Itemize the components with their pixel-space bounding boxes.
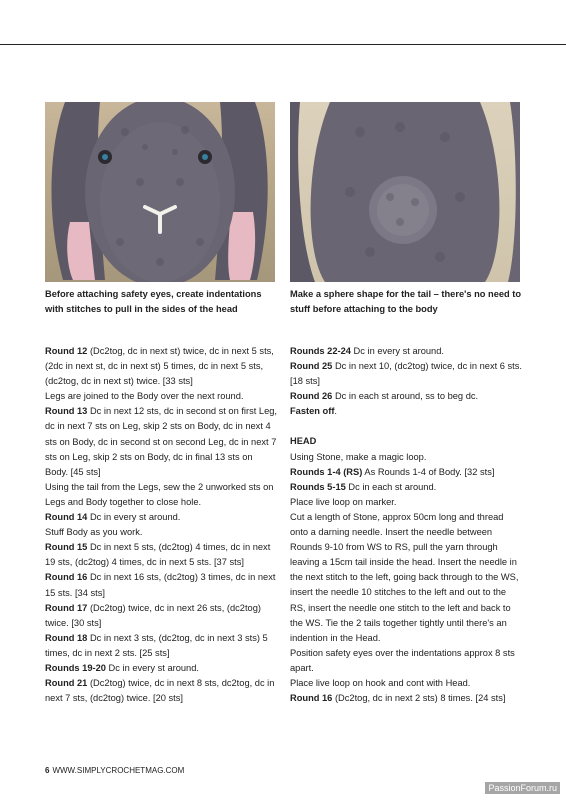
round-label: Round 17 — [45, 602, 88, 613]
section-heading-head: HEAD — [290, 436, 317, 447]
instruction-paragraph — [290, 495, 522, 510]
instruction-text: Dc in each st around. — [345, 481, 437, 492]
instruction-text: Dc in next 12 sts, dc in second st on first Leg, dc in next 7 sts on Leg, skip 2 sts on Body, dc in next 4 sts on Body, dc in second st on second Leg, dc in next 7 sts on Leg, skip 2 sts on Body, dc in final 13 sts on Body. [45 sts] — [45, 406, 278, 477]
round-label: Round 15 — [45, 542, 88, 553]
instruction-paragraph — [45, 404, 277, 479]
instruction-paragraph — [45, 601, 277, 631]
round-label: Rounds 19-20 — [45, 662, 106, 673]
bunny-tail-photo — [290, 102, 520, 282]
round-label: Rounds 22-24 — [290, 346, 351, 356]
instruction-paragraph — [290, 646, 522, 676]
instruction-text: Position safety eyes over the indentations approx 8 sts apart. — [290, 647, 515, 673]
round-label: Rounds 5-15 — [290, 481, 346, 492]
round-label: Round 26 — [290, 391, 333, 402]
instruction-paragraph — [290, 465, 522, 480]
instruction-text: (Dc2tog) twice, dc in next 26 sts, (dc2tog) twice. [30 sts] — [45, 602, 261, 628]
photo-caption-left: Before attaching safety eyes, create indentations with stitches to pull in the sides of the head — [45, 289, 262, 314]
instruction-text: Dc in next 16 sts, (dc2tog) 3 times, dc in next 15 sts. [34 sts] — [45, 572, 276, 598]
round-label: Round 18 — [45, 632, 88, 643]
round-label: Round 25 — [290, 361, 333, 372]
top-rule — [0, 44, 566, 45]
instruction-text: Dc in each st around, ss to beg dc. — [332, 391, 479, 402]
head-instructions — [290, 450, 522, 707]
bunny-head-illustration — [45, 102, 275, 282]
instruction-paragraph — [290, 480, 522, 495]
round-label: Round 12 — [45, 346, 88, 356]
instruction-paragraph — [290, 404, 522, 419]
instruction-paragraph — [45, 631, 277, 661]
instruction-paragraph — [45, 540, 277, 570]
instruction-text: Dc in next 3 sts, (dc2tog, dc in next 3 sts) 5 times, dc in next 2 sts. [25 sts] — [45, 632, 268, 658]
round-label: Rounds 1-4 (RS) — [290, 466, 363, 477]
round-label: Round 14 — [45, 512, 88, 523]
instruction-text: Place live loop on hook and cont with Head. — [290, 677, 471, 688]
instruction-text: Place live loop on marker. — [290, 496, 397, 507]
instruction-paragraph — [290, 389, 522, 404]
instruction-paragraph — [45, 510, 277, 525]
round-label: Fasten off — [290, 406, 335, 417]
bunny-tail-illustration — [290, 102, 520, 282]
round-label: Round 16 — [45, 572, 88, 583]
instruction-paragraph — [290, 344, 522, 359]
instruction-text: (Dc2tog) twice, dc in next 8 sts, dc2tog, dc in next 7 sts, (dc2tog) twice. [20 sts] — [45, 678, 275, 704]
page-number: 6 — [45, 766, 50, 775]
instruction-text: Using Stone, make a magic loop. — [290, 451, 427, 462]
photo-caption-right: Make a sphere shape for the tail – there's no need to stuff before attaching to the body — [290, 289, 522, 314]
instruction-text: Legs are joined to the Body over the next round. — [45, 391, 244, 402]
instruction-paragraph — [290, 676, 522, 691]
instruction-paragraph — [45, 389, 277, 404]
instruction-text: Dc in next 5 sts, (dc2tog) 4 times, dc in next 19 sts, (dc2tog) 4 times, dc in next 5 sts. [37 sts] — [45, 542, 271, 568]
instruction-text: Stuff Body as you work. — [45, 527, 143, 538]
instruction-text: Dc in every st around. — [350, 346, 444, 356]
instruction-paragraph — [290, 359, 522, 389]
instruction-paragraph — [45, 661, 277, 676]
instruction-text: As Rounds 1-4 of Body. [32 sts] — [362, 466, 495, 477]
instruction-paragraph — [290, 691, 522, 706]
instruction-paragraph — [45, 570, 277, 600]
round-label: Round 21 — [45, 678, 88, 689]
instruction-text: (Dc2tog, dc in next st) twice, dc in next 5 sts, (2dc in next st, dc in next st) 5 times, dc in next 5 sts, (dc2tog, dc in next st) twice. [33 sts] — [45, 346, 274, 387]
instruction-text: Using the tail from the Legs, sew the 2 unworked sts on Legs and Body together to close hole. — [45, 481, 274, 507]
watermark: PassionForum.ru — [485, 782, 560, 794]
instruction-text: Cut a length of Stone, approx 50cm long and thread onto a darning needle. Insert the needle between Rounds 9-10 from WS to RS, pull the yarn through leaving a 15cm tail inside the head. Insert the needle in the next stitch to the left, going back through to the WS, insert the needle 10 stitches to the left and out to the RS, insert the needle one stitch to the left and back to the WS. Tie the 2 tails together tightly until there's an indention in the Head. — [290, 511, 519, 643]
body-rounds-continued — [290, 344, 522, 419]
instruction-text: Dc in every st around. — [87, 512, 181, 523]
bunny-head-photo — [45, 102, 275, 282]
instruction-paragraph — [45, 344, 277, 389]
round-label: Round 13 — [45, 406, 88, 417]
instruction-paragraph — [45, 676, 277, 706]
instruction-paragraph — [45, 525, 277, 540]
instruction-text: Dc in every st around. — [105, 662, 199, 673]
instruction-text: . — [334, 406, 338, 417]
instruction-paragraph — [290, 510, 522, 646]
instruction-text: Dc in next 10, (dc2tog) twice, dc in next 6 sts. [18 sts] — [290, 361, 522, 387]
instruction-paragraph — [290, 450, 522, 465]
site-url: WWW.SIMPLYCROCHETMAG.COM — [52, 766, 185, 775]
pattern-column-left — [45, 344, 277, 706]
instruction-text: (Dc2tog, dc in next 2 sts) 8 times. [24 sts] — [332, 693, 506, 704]
pattern-column-right — [290, 344, 522, 706]
round-label: Round 16 — [290, 693, 333, 704]
page-footer — [45, 766, 184, 775]
instruction-paragraph — [45, 480, 277, 510]
